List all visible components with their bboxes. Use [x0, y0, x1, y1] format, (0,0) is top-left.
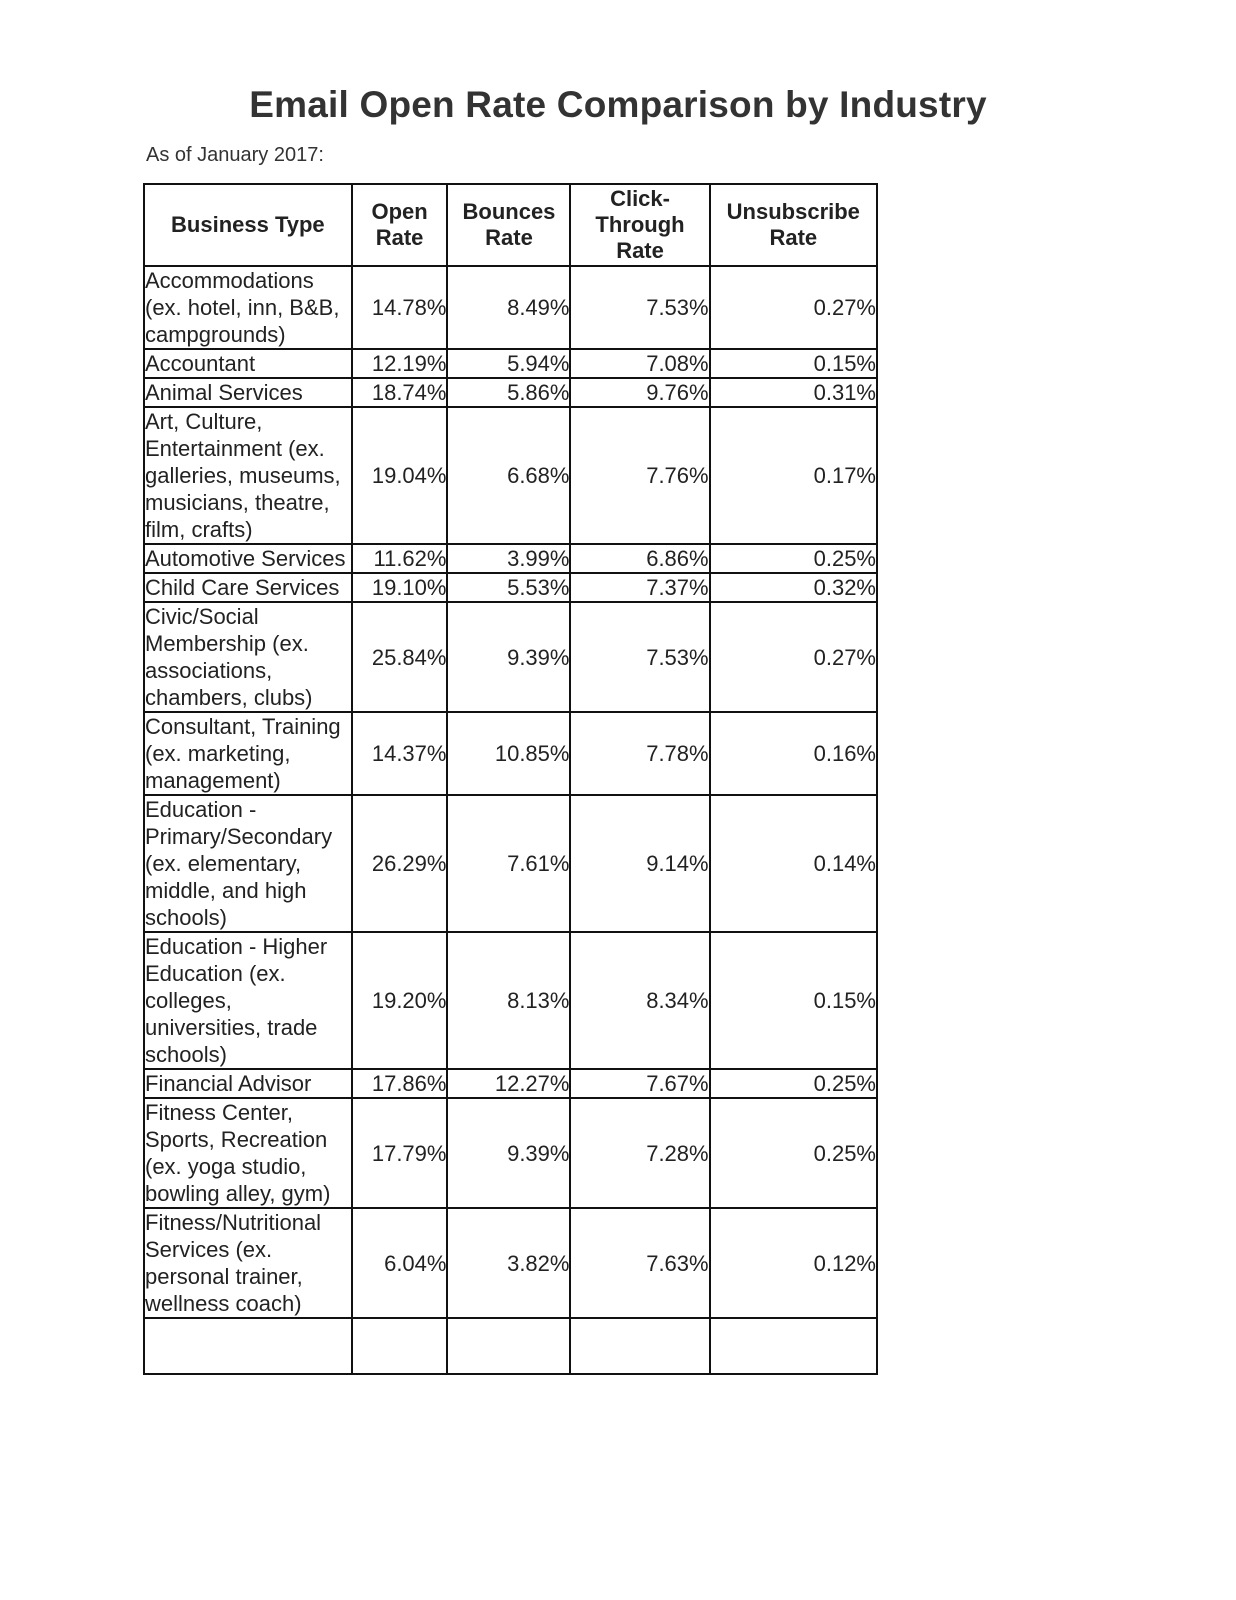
business-type-cell: Accommodations (ex. hotel, inn, B&B, campgrounds): [144, 266, 352, 349]
open-rate-cell: 25.84%: [352, 602, 448, 712]
table-row: [144, 266, 877, 349]
table-row: [144, 795, 877, 932]
header-open-rate: Open Rate: [352, 184, 448, 266]
unsubscribe-rate-cell: 0.27%: [710, 266, 877, 349]
table-row: [144, 349, 877, 378]
open-rate-cell: 19.04%: [352, 407, 448, 544]
business-type-cell: Fitness/Nutritional Services (ex. personal trainer, wellness coach): [144, 1208, 352, 1318]
header-click-through-rate: Click-Through Rate: [570, 184, 709, 266]
bounces-rate-cell: 9.39%: [447, 602, 570, 712]
bounces-rate-cell: 5.86%: [447, 378, 570, 407]
unsubscribe-rate-cell: 0.31%: [710, 378, 877, 407]
table-row: [144, 1208, 877, 1318]
unsubscribe-rate-cell: 0.17%: [710, 407, 877, 544]
open-rate-cell: 17.86%: [352, 1069, 448, 1098]
table-row: [144, 712, 877, 795]
business-type-cell: Automotive Services: [144, 544, 352, 573]
bounces-rate-cell: 7.61%: [447, 795, 570, 932]
open-rate-cell: 6.04%: [352, 1208, 448, 1318]
empty-table-row: [144, 1318, 877, 1374]
bounces-rate-cell: 12.27%: [447, 1069, 570, 1098]
click-through-rate-cell: 7.28%: [570, 1098, 709, 1208]
table-row: [144, 573, 877, 602]
open-rate-cell: 17.79%: [352, 1098, 448, 1208]
unsubscribe-rate-cell: 0.12%: [710, 1208, 877, 1318]
page-title: Email Open Rate Comparison by Industry: [249, 84, 987, 125]
business-type-cell: Art, Culture, Entertainment (ex. galleries, museums, musicians, theatre, film, crafts): [144, 407, 352, 544]
click-through-rate-cell: 7.67%: [570, 1069, 709, 1098]
unsubscribe-rate-cell: 0.27%: [710, 602, 877, 712]
open-rate-cell: 14.37%: [352, 712, 448, 795]
empty-cell: [144, 1318, 352, 1374]
business-type-cell: Financial Advisor: [144, 1069, 352, 1098]
click-through-rate-cell: 9.14%: [570, 795, 709, 932]
table-row: [144, 378, 877, 407]
business-type-cell: Animal Services: [144, 378, 352, 407]
header-unsubscribe-rate: Unsubscribe Rate: [710, 184, 877, 266]
table-row: [144, 1069, 877, 1098]
header-business-type: Business Type: [144, 184, 352, 266]
open-rate-cell: 19.10%: [352, 573, 448, 602]
click-through-rate-cell: 8.34%: [570, 932, 709, 1069]
empty-cell: [570, 1318, 709, 1374]
header-bounces-rate: Bounces Rate: [447, 184, 570, 266]
open-rate-cell: 19.20%: [352, 932, 448, 1069]
bounces-rate-cell: 3.82%: [447, 1208, 570, 1318]
unsubscribe-rate-cell: 0.16%: [710, 712, 877, 795]
table-row: [144, 1098, 877, 1208]
business-type-cell: Education - Higher Education (ex. colleges, universities, trade schools): [144, 932, 352, 1069]
click-through-rate-cell: 7.76%: [570, 407, 709, 544]
table-row: [144, 544, 877, 573]
open-rate-cell: 26.29%: [352, 795, 448, 932]
click-through-rate-cell: 7.37%: [570, 573, 709, 602]
as-of-date-label: As of January 2017:: [146, 144, 324, 166]
unsubscribe-rate-cell: 0.14%: [710, 795, 877, 932]
business-type-cell: Consultant, Training (ex. marketing, management): [144, 712, 352, 795]
open-rate-cell: 14.78%: [352, 266, 448, 349]
business-type-cell: Fitness Center, Sports, Recreation (ex. yoga studio, bowling alley, gym): [144, 1098, 352, 1208]
empty-cell: [352, 1318, 448, 1374]
business-type-cell: Accountant: [144, 349, 352, 378]
table-header-row: [144, 184, 877, 266]
unsubscribe-rate-cell: 0.32%: [710, 573, 877, 602]
click-through-rate-cell: 7.53%: [570, 266, 709, 349]
bounces-rate-cell: 6.68%: [447, 407, 570, 544]
business-type-cell: Civic/Social Membership (ex. associations, chambers, clubs): [144, 602, 352, 712]
business-type-cell: Education - Primary/Secondary (ex. elementary, middle, and high schools): [144, 795, 352, 932]
unsubscribe-rate-cell: 0.15%: [710, 932, 877, 1069]
click-through-rate-cell: 7.08%: [570, 349, 709, 378]
click-through-rate-cell: 9.76%: [570, 378, 709, 407]
business-type-cell: Child Care Services: [144, 573, 352, 602]
click-through-rate-cell: 6.86%: [570, 544, 709, 573]
unsubscribe-rate-cell: 0.25%: [710, 1069, 877, 1098]
bounces-rate-cell: 10.85%: [447, 712, 570, 795]
open-rate-cell: 18.74%: [352, 378, 448, 407]
table-row: [144, 407, 877, 544]
email-rates-table: [143, 183, 878, 1375]
unsubscribe-rate-cell: 0.15%: [710, 349, 877, 378]
unsubscribe-rate-cell: 0.25%: [710, 1098, 877, 1208]
click-through-rate-cell: 7.53%: [570, 602, 709, 712]
open-rate-cell: 11.62%: [352, 544, 448, 573]
click-through-rate-cell: 7.63%: [570, 1208, 709, 1318]
bounces-rate-cell: 5.53%: [447, 573, 570, 602]
empty-cell: [710, 1318, 877, 1374]
table-body: [144, 266, 877, 1374]
open-rate-cell: 12.19%: [352, 349, 448, 378]
bounces-rate-cell: 9.39%: [447, 1098, 570, 1208]
table-row: [144, 932, 877, 1069]
bounces-rate-cell: 8.49%: [447, 266, 570, 349]
empty-cell: [447, 1318, 570, 1374]
bounces-rate-cell: 5.94%: [447, 349, 570, 378]
bounces-rate-cell: 3.99%: [447, 544, 570, 573]
unsubscribe-rate-cell: 0.25%: [710, 544, 877, 573]
click-through-rate-cell: 7.78%: [570, 712, 709, 795]
bounces-rate-cell: 8.13%: [447, 932, 570, 1069]
table-row: [144, 602, 877, 712]
